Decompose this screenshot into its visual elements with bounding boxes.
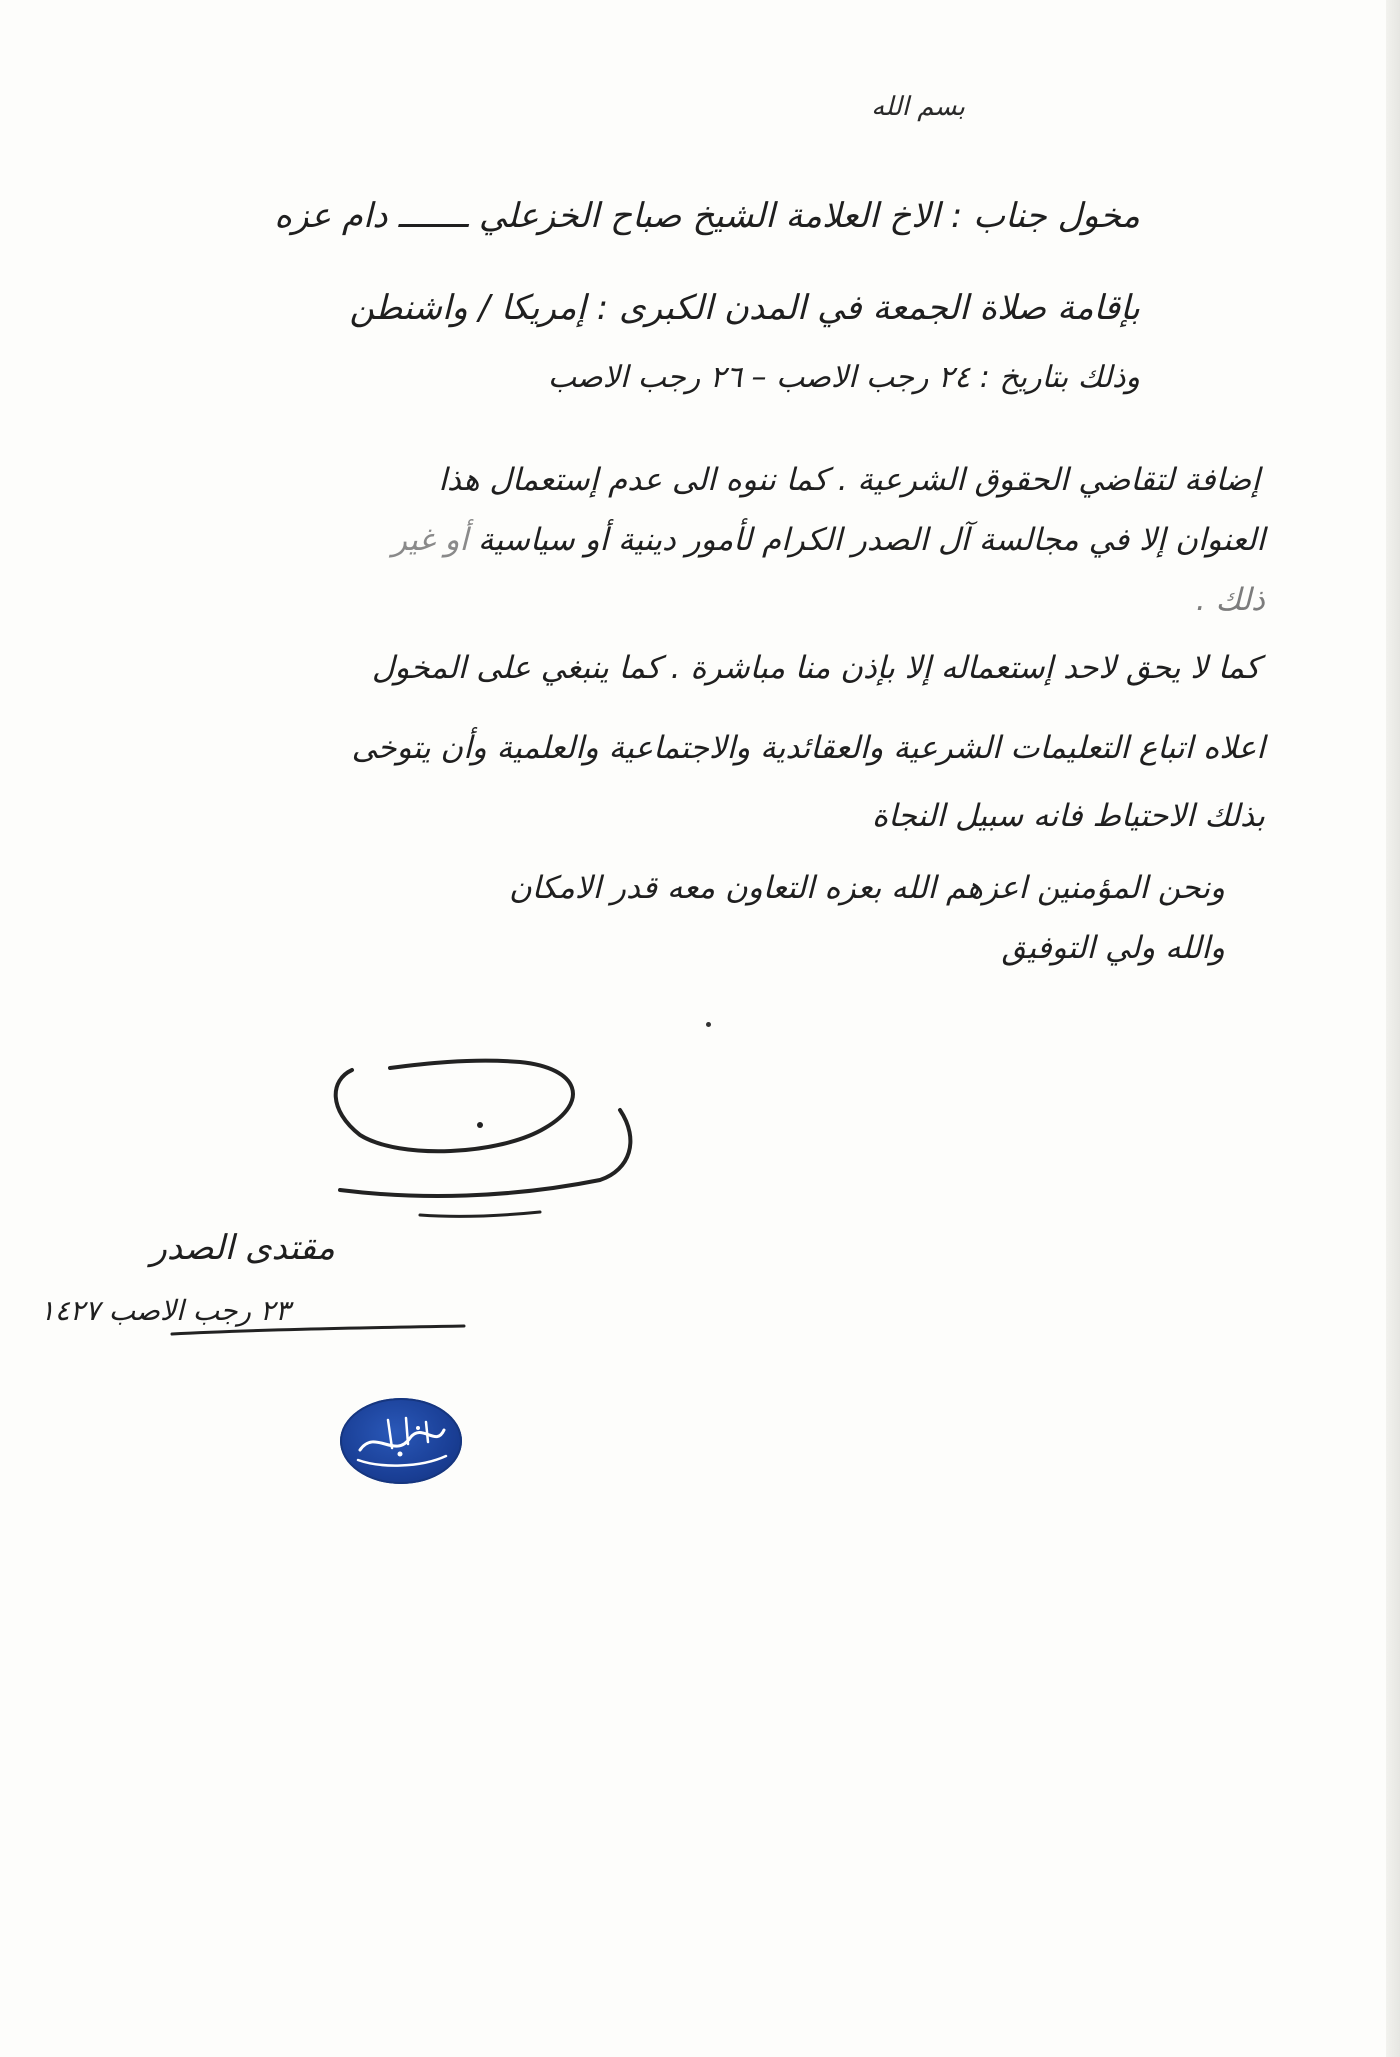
closing-line: والله ولي التوفيق: [1001, 930, 1225, 966]
paragraph-3: ونحن المؤمنين اعزهم الله بعزه التعاون معه قدر الامكان: [508, 870, 1225, 906]
handwritten-signature: [300, 1050, 660, 1250]
place-line: بإقامة صلاة الجمعة في المدن الكبرى : إمريكا / واشنطن: [349, 288, 1140, 328]
page-edge: [1386, 0, 1400, 2057]
signature-name: مقتدى الصدر: [150, 1228, 335, 1268]
basmala-heading: بسم الله: [871, 92, 965, 122]
official-seal: [340, 1398, 462, 1484]
paragraph-1-line-2: [392, 522, 1265, 558]
paragraph-1-line-2-faded: أو غير: [392, 522, 469, 558]
seal-calligraphy: [340, 1398, 462, 1484]
signature-underline: [168, 1312, 468, 1342]
paragraph-1-line-2-main: العنوان إلا في مجالسة آل الصدر الكرام لأمور دينية أو سياسية: [478, 522, 1265, 558]
paragraph-2-line-1: كما لا يحق لاحد إستعماله إلا بإذن منا مباشرة . كما ينبغي على المخول: [371, 650, 1260, 686]
paragraph-1-line-3: ذلك .: [1195, 582, 1265, 618]
paragraph-2-line-2: اعلاه اتباع التعليمات الشرعية والعقائدية والاجتماعية والعلمية وأن يتوخى: [351, 730, 1265, 766]
paragraph-1-line-1: إضافة لتقاضي الحقوق الشرعية . كما ننوه الى عدم إستعمال هذا: [438, 462, 1260, 498]
signature-date: ٢٣ رجب الاصب ١٤٢٧: [39, 1294, 290, 1327]
date-line: وذلك بتاريخ : ٢٤ رجب الاصب – ٢٦ رجب الاصب: [547, 360, 1140, 395]
address-line: مخول جناب : الاخ العلامة الشيخ صباح الخزعلي ـــــــ دام عزه: [274, 196, 1140, 236]
paragraph-2-line-3: بذلك الاحتياط فانه سبيل النجاة: [872, 798, 1265, 834]
ink-dot: [706, 1022, 711, 1027]
